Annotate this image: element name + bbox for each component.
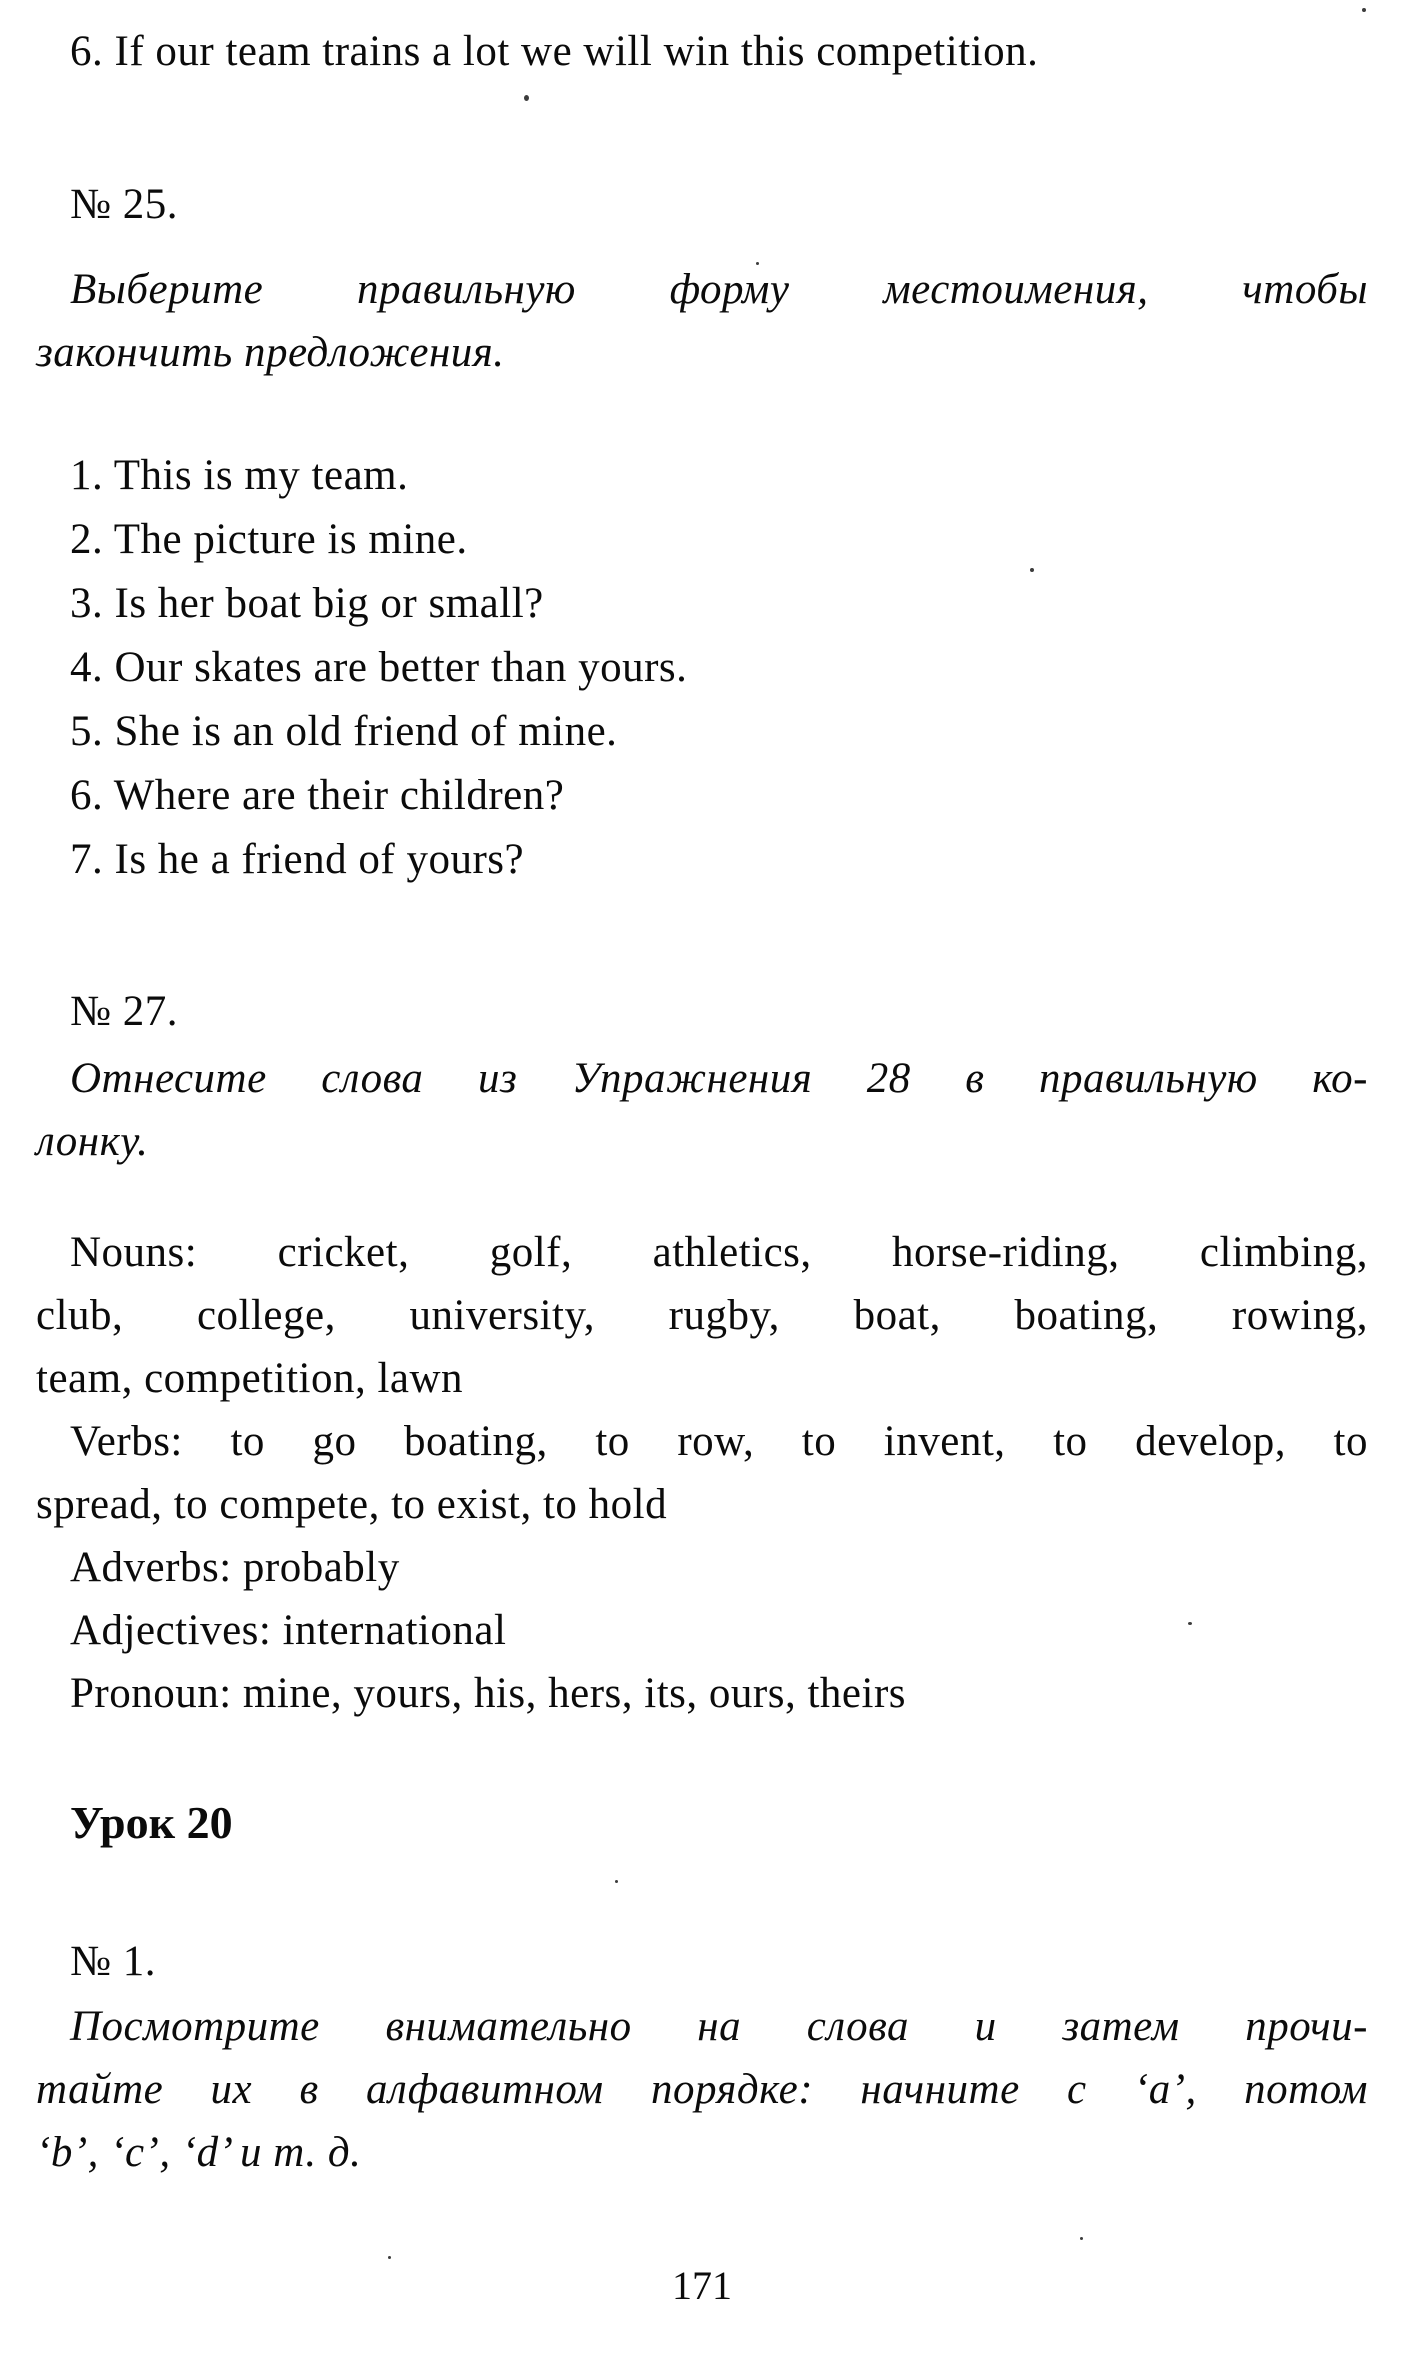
exercise-27-instruction-line-2: лонку. (36, 1118, 149, 1165)
lesson-20-heading: Урок 20 (70, 1797, 233, 1848)
answer-line-adjectives: Adjectives: international (70, 1607, 507, 1654)
exercise-27-instruction-line-1: Отнесите слова из Упражнения 28 в правильную ко- (70, 1055, 1368, 1102)
scan-speckle (1030, 568, 1034, 572)
sentence-item: 1. This is my team. (70, 452, 409, 499)
exercise-25-instruction-line-1: Выберите правильную форму местоимения, чтобы (70, 266, 1368, 313)
scan-speckle (615, 1880, 618, 1883)
exercise-27-answer-block (36, 1221, 1368, 1725)
scan-speckle (756, 262, 759, 265)
sentence-item: 3. Is her boat big or small? (70, 580, 544, 627)
exercise-25-sentence-list (36, 444, 1368, 892)
answer-line-nouns-2: club, college, university, rugby, boat, boating, rowing, (36, 1292, 1368, 1339)
scan-speckle (1188, 1622, 1192, 1625)
answer-line-adverbs: Adverbs: probably (70, 1544, 400, 1591)
scan-speckle (524, 95, 529, 101)
exercise-1-instruction-line-3: ‘b’, ‘c’, ‘d’ и т. д. (36, 2129, 362, 2176)
sentence-item: 4. Our skates are better than yours. (70, 644, 688, 691)
answer-line-verbs-2: spread, to compete, to exist, to hold (36, 1481, 668, 1528)
page-number: 171 (672, 2263, 732, 2308)
sentence-item: 5. She is an old friend of mine. (70, 708, 618, 755)
answer-line-nouns-3: team, competition, lawn (36, 1355, 464, 1402)
exercise-27-label: № 27. (70, 988, 179, 1035)
answer-line-nouns-1: Nouns: cricket, golf, athletics, horse-riding, climbing, (70, 1229, 1368, 1276)
scan-speckle (1362, 8, 1366, 12)
answer-line-verbs-1: Verbs: to go boating, to row, to invent, to develop, to (70, 1418, 1368, 1465)
sentence-item: 2. The picture is mine. (70, 516, 468, 563)
sentence-item: 7. Is he a friend of yours? (70, 836, 525, 883)
scan-speckle (1080, 2237, 1083, 2240)
answer-line-pronoun: Pronoun: mine, yours, his, hers, its, ours, theirs (70, 1670, 906, 1717)
exercise-25-label: № 25. (70, 181, 179, 228)
exercise-1-instruction-line-2: тайте их в алфавитном порядке: начните с ‘a’, потом (36, 2066, 1368, 2113)
intro-sentence: 6. If our team trains a lot we will win this competition. (70, 28, 1039, 75)
scan-speckle (388, 2256, 391, 2259)
exercise-1-label: № 1. (70, 1938, 157, 1985)
exercise-25-instruction-line-2: закончить предложения. (36, 329, 505, 376)
sentence-item: 6. Where are their children? (70, 772, 565, 819)
exercise-1-instruction-line-1: Посмотрите внимательно на слова и затем прочи- (70, 2003, 1368, 2050)
